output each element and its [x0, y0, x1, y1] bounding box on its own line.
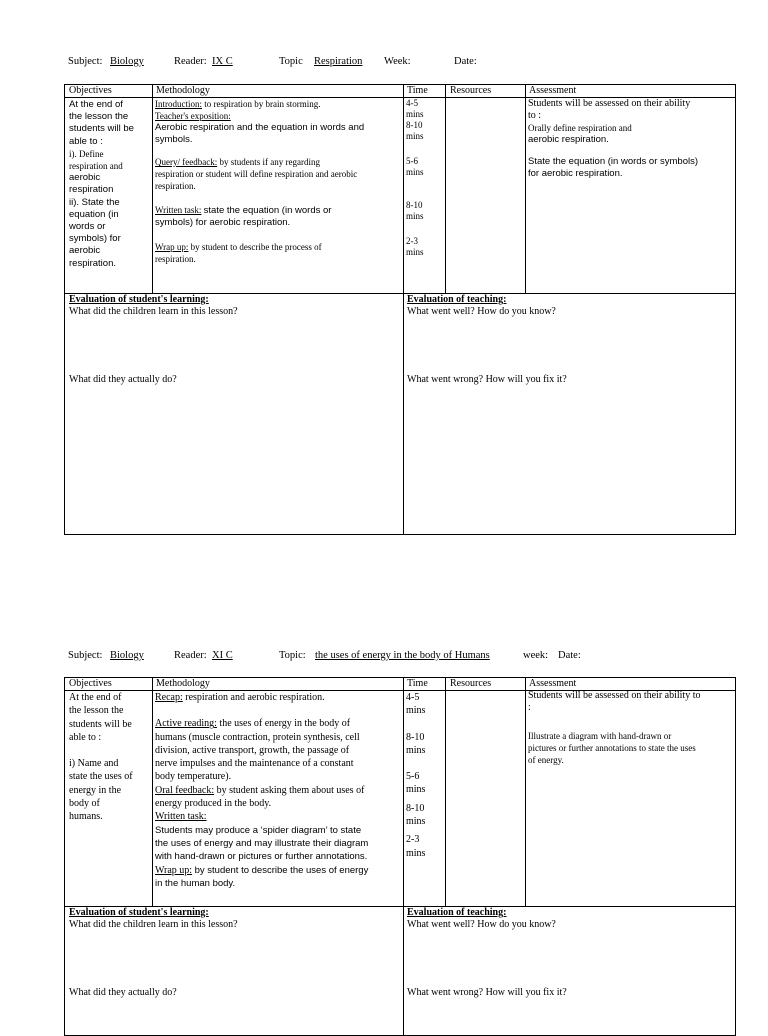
assessment-point: State the equation (in words or symbols) [528, 156, 699, 167]
intro-text: to respiration by brain storming. [202, 99, 321, 109]
plan1-time [406, 98, 442, 258]
objective-line: state the uses of [69, 771, 133, 783]
active-reading-text: humans (muscle contraction, protein synthesis, cell [155, 731, 360, 743]
active-reading-label: Active reading: [155, 718, 217, 730]
assessment-text: to : [528, 110, 542, 121]
col-objectives: Objectives [69, 678, 112, 689]
plan2-objectives [69, 691, 151, 824]
wrap-up-text: by student to describe the process of [190, 242, 322, 252]
written-task-label: Written task: [155, 811, 207, 823]
written-task-text: with hand-drawn or pictures or further annotations. [155, 851, 368, 863]
student-eval-q2: What did they actually do? [69, 374, 177, 385]
time-value: 5-6 [406, 771, 420, 783]
time-unit: mins [406, 109, 424, 119]
subject-label: Subject: [68, 650, 103, 661]
assessment-point: pictures or further annotations to state the uses [528, 743, 696, 753]
assessment-point: for aerobic respiration. [528, 168, 623, 179]
wrap-up-label: Wrap up: [155, 242, 189, 252]
query-text: respiration or student will define respiration and aerobic [155, 169, 358, 179]
wrap-up-label: Wrap up: [155, 864, 193, 876]
assessment-text: Students will be assessed on their ability to [528, 690, 701, 701]
recap-text: respiration and aerobic respiration. [182, 692, 325, 703]
objective-line: ii). State the [69, 196, 120, 208]
assessment-point: Orally define respiration and [528, 123, 632, 133]
student-eval-q1: What did the children learn in this lesson? [69, 306, 238, 317]
oral-feedback-text: energy produced in the body. [155, 798, 272, 810]
time-value: 2-3 [406, 236, 418, 246]
objective-line: words or [69, 221, 106, 233]
written-task-text: Students may produce a ‘spider diagram’ to state [155, 824, 362, 836]
plan1-methodology [155, 98, 401, 265]
time-unit: mins [406, 705, 426, 717]
objective-line: aerobic [69, 245, 101, 257]
plan2-methodology [155, 691, 401, 890]
objective-line: symbols) for [69, 233, 121, 245]
col-time: Time [407, 678, 428, 689]
student-eval-title: Evaluation of student's learning: [69, 294, 209, 305]
plan2-assessment [528, 690, 734, 766]
objective-line: able to : [69, 731, 102, 743]
topic-value: Respiration [314, 56, 363, 67]
teaching-eval-title: Evaluation of teaching: [407, 907, 507, 918]
time-unit: mins [406, 847, 426, 859]
exposition-text: symbols. [155, 134, 193, 145]
week-label: week: [523, 650, 549, 661]
time-value: 8-10 [406, 731, 425, 743]
active-reading-text: body temperature). [155, 771, 232, 783]
teaching-eval-title: Evaluation of teaching: [407, 294, 507, 305]
time-value: 4-5 [406, 692, 420, 703]
written-task-text: the uses of energy and may illustrate their diagram [155, 837, 369, 849]
intro-label: Introduction: [155, 99, 202, 109]
objective-line: able to : [69, 135, 103, 147]
topic-value: the uses of energy in the body of Humans [315, 650, 490, 661]
subject-value: Biology [110, 56, 144, 67]
active-reading-text: nerve impulses and the maintenance of a constant [155, 758, 354, 770]
objective-line: aerobic [69, 172, 101, 184]
subject-label: Subject: [68, 56, 103, 67]
subject-value: Biology [110, 650, 144, 661]
time-unit: mins [406, 816, 426, 828]
student-eval-title: Evaluation of student's learning: [69, 907, 209, 918]
objective-line: respiration [69, 184, 114, 196]
written-task-label: Written task: [155, 205, 202, 215]
teaching-eval-q1: What went well? How do you know? [407, 919, 556, 930]
col-assessment: Assessment [529, 85, 577, 96]
objective-line: students will be [69, 123, 134, 135]
exposition-label: Teacher's exposition: [155, 111, 231, 121]
assessment-point: Illustrate a diagram with hand-drawn or [528, 731, 672, 741]
query-text: by students if any regarding [217, 157, 320, 167]
student-eval-q1: What did the children learn in this lesson? [69, 919, 238, 930]
assessment-text: Students will be assessed on their ability [528, 98, 691, 109]
time-unit: mins [406, 167, 424, 177]
time-value: 8-10 [406, 120, 423, 130]
objective-line: i). Define [69, 148, 104, 159]
time-value: 2-3 [406, 834, 420, 846]
objective-line: i) Name and [69, 758, 119, 770]
col-assessment: Assessment [529, 678, 577, 689]
objective-line: the lesson the [69, 705, 124, 717]
wrap-up-text: by student to describe the uses of energy [194, 864, 369, 876]
teaching-eval-q2: What went wrong? How will you fix it? [407, 987, 567, 998]
week-label: Week: [384, 56, 411, 67]
col-methodology: Methodology [156, 678, 210, 689]
objective-line: students will be [69, 718, 132, 730]
objective-line: humans. [69, 811, 103, 823]
reader-label: Reader: [174, 650, 207, 661]
exposition-text: Aerobic respiration and the equation in words and [155, 122, 365, 133]
plan1-assessment [528, 98, 734, 180]
time-unit: mins [406, 784, 426, 796]
time-value: 8-10 [406, 802, 425, 814]
assessment-text: : [528, 702, 531, 713]
reader-value: IX C [212, 56, 233, 67]
wrap-up-text: in the human body. [155, 877, 236, 889]
col-resources: Resources [450, 85, 492, 96]
date-label: Date: [558, 650, 581, 661]
topic-label: Topic: [279, 650, 306, 661]
objective-line: body of [69, 798, 100, 810]
time-unit: mins [406, 247, 424, 257]
plan1-evaluation [64, 293, 736, 535]
time-value: 4-5 [406, 98, 418, 108]
plan1-objectives [69, 99, 151, 270]
objective-line: At the end of [69, 692, 122, 703]
written-task-text: state the equation (in words or [203, 205, 332, 216]
objective-line: respiration. [69, 257, 116, 269]
date-label: Date: [454, 56, 477, 67]
active-reading-text: division, active transport, growth, the passage of [155, 744, 350, 756]
time-unit: mins [406, 131, 424, 141]
wrap-up-text: respiration. [155, 254, 196, 264]
query-label: Query/ feedback: [155, 157, 218, 167]
objective-line: equation (in [69, 208, 119, 220]
time-unit: mins [406, 211, 424, 221]
time-value: 5-6 [406, 156, 418, 166]
teaching-eval-q1: What went well? How do you know? [407, 306, 556, 317]
recap-label: Recap: [155, 692, 183, 703]
oral-feedback-label: Oral feedback: [155, 784, 215, 796]
objective-line: At the end of [69, 99, 123, 110]
topic-label: Topic [279, 56, 303, 67]
col-resources: Resources [450, 678, 492, 689]
assessment-point: of energy. [528, 755, 564, 765]
time-unit: mins [406, 744, 426, 756]
active-reading-text: the uses of energy in the body of [216, 718, 351, 730]
objective-line: energy in the [69, 784, 122, 796]
assessment-point: aerobic respiration. [528, 134, 609, 145]
query-text: respiration. [155, 181, 196, 191]
teaching-eval-q2: What went wrong? How will you fix it? [407, 374, 567, 385]
plan2-time [406, 691, 442, 860]
objective-line: respiration and [69, 161, 123, 172]
objective-line: the lesson the [69, 111, 129, 123]
student-eval-q2: What did they actually do? [69, 987, 177, 998]
col-objectives: Objectives [69, 85, 112, 96]
objective-line [69, 744, 151, 757]
reader-label: Reader: [174, 56, 207, 67]
written-task-text: symbols) for aerobic respiration. [155, 217, 291, 228]
plan2-evaluation [64, 906, 736, 1036]
oral-feedback-text: by student asking them about uses of [214, 784, 365, 796]
col-methodology: Methodology [156, 85, 210, 96]
reader-value: XI C [212, 650, 233, 661]
time-value: 8-10 [406, 200, 423, 210]
col-time: Time [407, 85, 428, 96]
